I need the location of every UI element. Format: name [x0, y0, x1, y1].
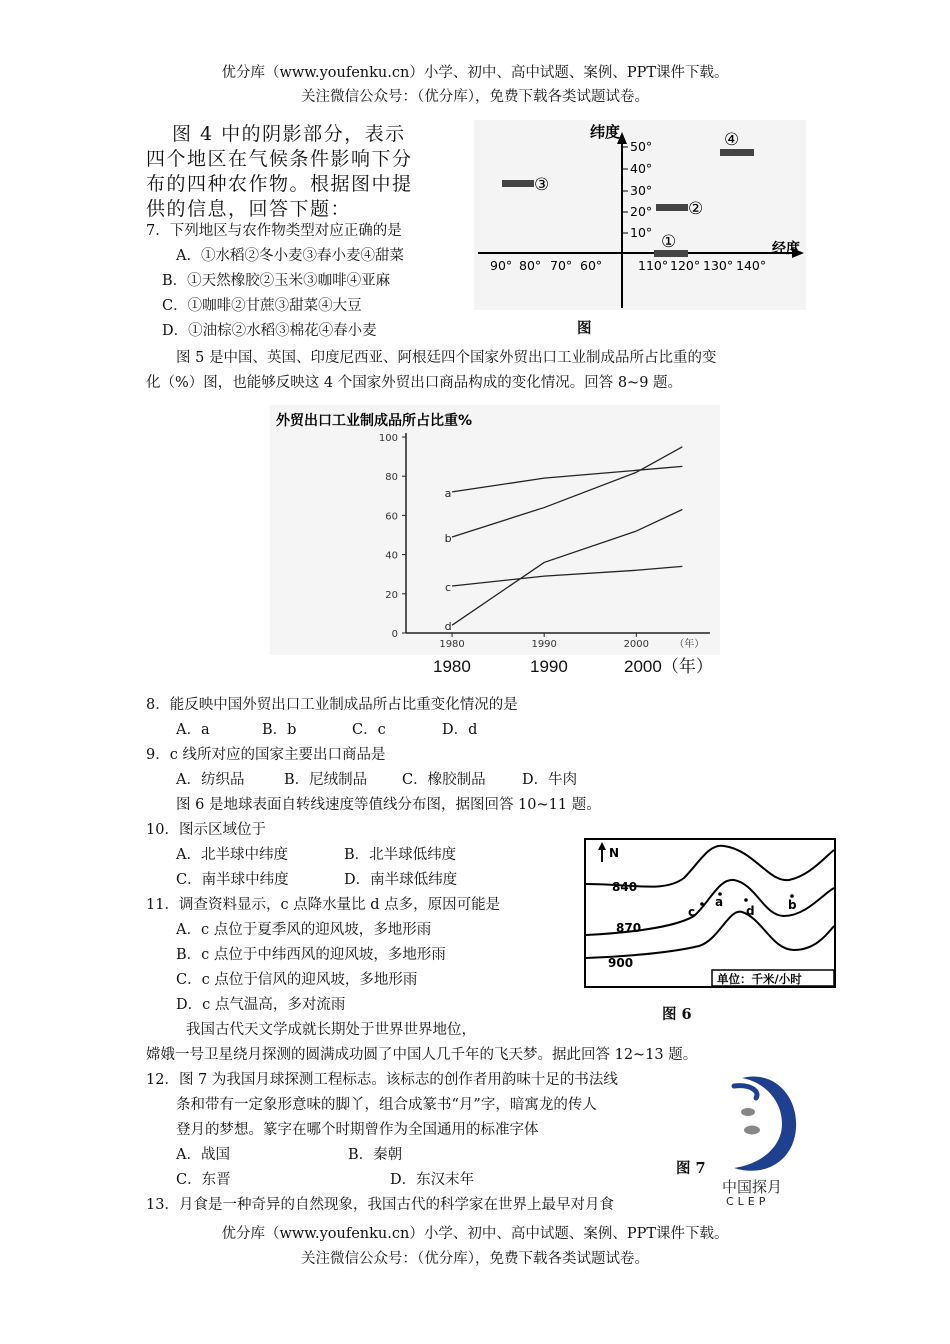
q7-stem: 7．下列地区与农作物类型对应正确的是 — [146, 223, 402, 239]
marker-2: ② — [688, 199, 704, 219]
q10-option-d: D．南半球低纬度 — [344, 872, 458, 888]
fig4-ylabel: 纬度 — [590, 123, 621, 141]
logo-footprint-2 — [744, 1126, 760, 1135]
chart-title: 外贸出口工业制成品所占比重% — [276, 413, 473, 429]
logo-cn-text: 中国探月 — [722, 1178, 783, 1196]
fig4-ytick: 40° — [630, 161, 653, 176]
q8-option-c: C．c — [352, 722, 386, 738]
q12-option-b: B．秦朝 — [348, 1147, 403, 1163]
q8-stem: 8．能反映中国外贸出口工业制成品所占比重变化情况的是 — [146, 697, 518, 713]
fig4-xtick: 110° — [638, 258, 669, 273]
y-tick-label: 40 — [385, 550, 398, 562]
q9-option-c: C．橡胶制品 — [402, 772, 486, 788]
q11-stem: 11．调查资料显示，c 点降水量比 d 点多，原因可能是 — [146, 897, 501, 913]
q8-option-b: B．b — [262, 722, 297, 738]
fig4-ytick: 30° — [630, 183, 653, 198]
clep-logo — [712, 1068, 812, 1208]
point-d: d — [746, 904, 755, 918]
series-label-c: c — [445, 580, 452, 594]
isoline-label-870: 870 — [616, 921, 642, 935]
q9-option-a: A．纺织品 — [176, 772, 245, 788]
fig4-xlabel: 经度 — [772, 241, 800, 257]
marker-3: ③ — [534, 175, 550, 195]
series-label-b: b — [444, 531, 452, 545]
fig4-xtick: 120° — [670, 258, 701, 273]
q12-option-a: A．战国 — [176, 1147, 230, 1163]
figure-6-isoline-map — [584, 838, 836, 988]
logo-en-text: CLEP — [726, 1195, 770, 1208]
fig4-xtick: 70° — [550, 258, 573, 273]
header-line-2: 关注微信公众号：（优分库），免费下载各类试题试卷。 — [301, 89, 649, 105]
q12-option-d: D．东汉末年 — [390, 1172, 475, 1188]
y-tick-label: 60 — [385, 511, 398, 523]
fig5-xtick-large-2000: 2000（年） — [624, 657, 713, 676]
q9-option-d: D．牛肉 — [522, 772, 578, 788]
q8-option-a: A．a — [176, 722, 210, 738]
footer-line-1: 优分库（www.youfenku.cn）小学、初中、高中试题、案例、PPT课件下载。 — [221, 1226, 729, 1242]
logo-crescent — [734, 1077, 796, 1171]
q12-line-3: 登月的梦想。篆字在哪个时期曾作为全国通用的标准字体 — [176, 1122, 539, 1138]
q12-line-2: 条和带有一定象形意味的脚丫，组合成篆书“月”字，暗寓龙的传人 — [176, 1097, 597, 1113]
fig4-xtick: 60° — [580, 258, 603, 273]
y-tick-label: 100 — [378, 433, 398, 444]
q7-option-b: B．①天然橡胶②玉米③咖啡④亚麻 — [162, 273, 391, 289]
q11-option-c: C．c 点位于信风的迎风坡，多地形雨 — [176, 972, 418, 988]
q7-option-c: C．①咖啡②甘蔗③甜菜④大豆 — [162, 298, 362, 314]
q12-line-1: 12．图 7 为我国月球探测工程标志。该标志的创作者用韵味十足的书法线 — [146, 1072, 618, 1088]
figure-5-line-chart — [270, 405, 720, 655]
isoline-label-900: 900 — [608, 956, 634, 970]
intro4-line-4: 供的信息，回答下题： — [146, 198, 352, 220]
logo-footprint-1 — [741, 1108, 755, 1116]
fig4-xtick: 130° — [703, 258, 734, 273]
q8-option-d: D．d — [442, 722, 478, 738]
fig4-ytick: 10° — [630, 225, 653, 240]
intro5-line-2: 化（%）图，也能够反映这 4 个国家外贸出口商品构成的变化情况。回答 8~9 题。 — [146, 375, 683, 391]
fig4-xtick: 90° — [490, 258, 513, 273]
fig5-xtick-large-1990: 1990 — [530, 657, 568, 676]
q7-option-d: D．①油棕②水稻③棉花④春小麦 — [162, 323, 377, 339]
q10-option-c: C．南半球中纬度 — [176, 872, 289, 888]
intro7-line-2: 嫦娥一号卫星绕月探测的圆满成功圆了中国人几千年的飞天梦。据此回答 12~13 题。 — [146, 1047, 698, 1063]
fig4-caption: 图 — [577, 320, 592, 337]
marker-1: ① — [661, 232, 677, 252]
intro4-line-2: 四个地区在气候条件影响下分 — [146, 148, 413, 170]
x-tick-label: 2000 — [623, 639, 650, 650]
q13-stem: 13．月食是一种奇异的自然现象，我国古代的科学家在世界上最早对月食 — [146, 1197, 614, 1213]
isoline-label-840: 840 — [612, 880, 638, 894]
region-3-bar — [502, 180, 534, 187]
y-tick-label: 80 — [385, 472, 398, 484]
series-label-a: a — [444, 486, 452, 500]
fig5-xtick-large-1980: 1980 — [433, 657, 471, 676]
q7-option-a: A．①水稻②冬小麦③春小麦④甜菜 — [176, 248, 404, 264]
point-c: c — [688, 905, 696, 919]
q9-stem: 9．c 线所对应的国家主要出口商品是 — [146, 747, 386, 763]
q11-option-b: B．c 点位于中纬西风的迎风坡，多地形雨 — [176, 947, 446, 963]
q10-option-a: A．北半球中纬度 — [176, 847, 288, 863]
region-4-bar — [720, 149, 754, 156]
fig4-ytick: 50° — [630, 139, 653, 154]
q10-option-b: B．北半球低纬度 — [344, 847, 457, 863]
marker-4: ④ — [724, 130, 740, 150]
fig4-xtick: 140° — [736, 258, 767, 273]
q11-option-d: D．c 点气温高，多对流雨 — [176, 997, 346, 1013]
figure-4-map — [474, 120, 806, 310]
header-line-1: 优分库（www.youfenku.cn）小学、初中、高中试题、案例、PPT课件下载。 — [221, 65, 729, 81]
intro4-line-3: 布的四种农作物。根据图中提 — [146, 173, 413, 195]
x-tick-label: 1980 — [439, 639, 465, 650]
x-unit-label: （年） — [674, 639, 705, 650]
y-tick-label: 20 — [385, 589, 398, 601]
y-tick-label: 0 — [391, 629, 398, 640]
intro7-line-1: 我国古代天文学成就长期处于世界世界地位， — [186, 1022, 476, 1038]
intro4-line-1: 图 4 中的阴影部分，表示 — [172, 123, 406, 145]
intro6: 图 6 是地球表面自转线速度等值线分布图，据图回答 10~11 题。 — [176, 797, 601, 813]
fig7-caption: 图 7 — [676, 1160, 706, 1177]
footer-line-2: 关注微信公众号：（优分库），免费下载各类试题试卷。 — [301, 1251, 649, 1267]
q10-stem: 10．图示区域位于 — [146, 822, 266, 838]
q9-option-b: B．尼绒制品 — [284, 772, 368, 788]
x-tick-label: 1990 — [531, 639, 557, 650]
north-label: N — [609, 846, 620, 860]
region-2-bar — [656, 204, 688, 211]
point-a: a — [715, 895, 724, 909]
point-b: b — [788, 898, 797, 912]
fig6-unit: 单位：千米/小时 — [717, 972, 802, 986]
fig4-xtick: 80° — [519, 258, 542, 273]
intro5-line-1: 图 5 是中国、英国、印度尼西亚、阿根廷四个国家外贸出口工业制成品所占比重的变 — [176, 350, 717, 366]
q11-option-a: A．c 点位于夏季风的迎风坡，多地形雨 — [176, 922, 432, 938]
fig4-ytick: 20° — [630, 204, 653, 219]
q12-option-c: C．东晋 — [176, 1172, 231, 1188]
fig6-caption: 图 6 — [662, 1006, 692, 1023]
series-label-d: d — [444, 620, 452, 634]
